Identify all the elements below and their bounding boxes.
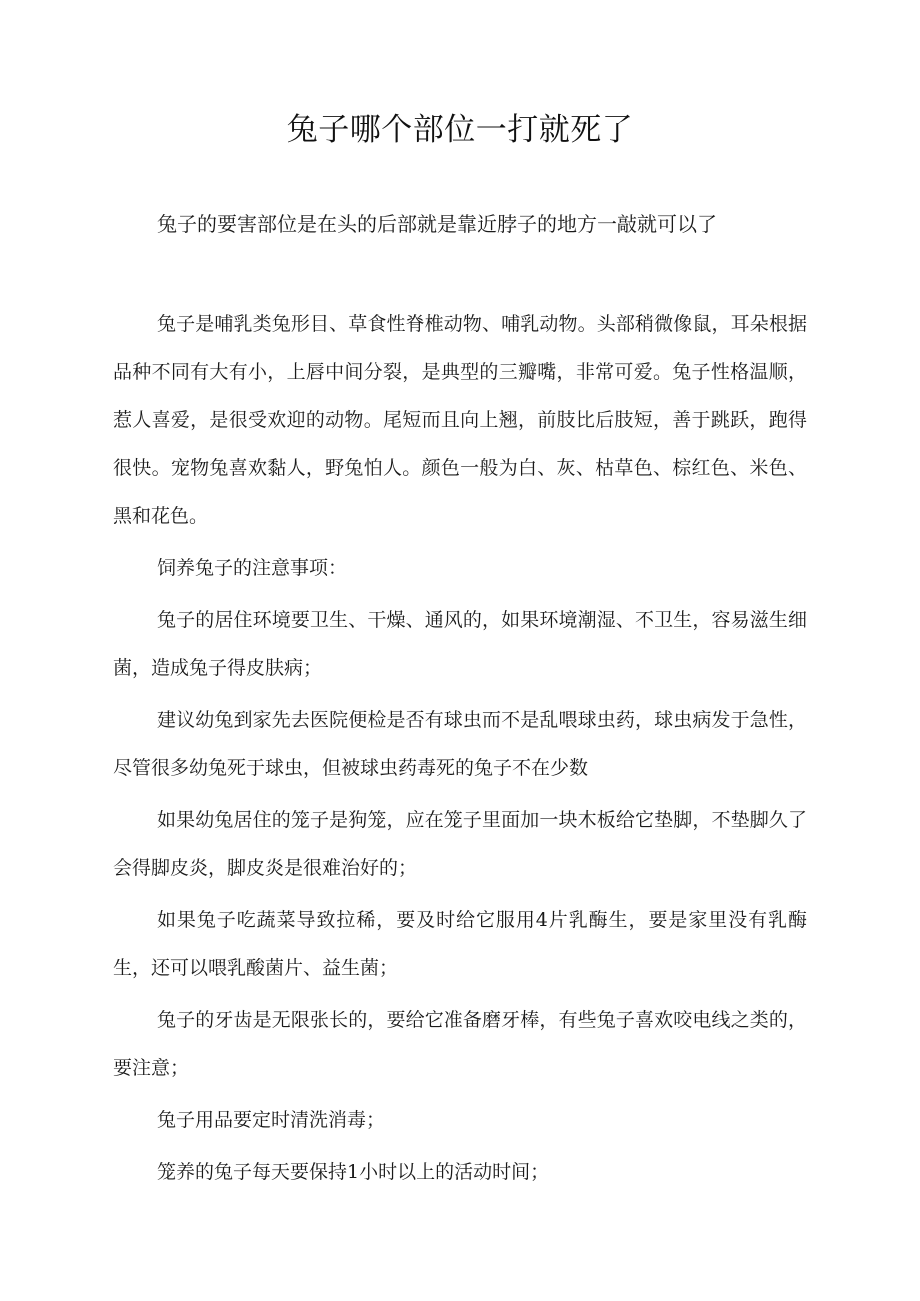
paragraph-rabbit-description: 兔子是哺乳类兔形目、草食性脊椎动物、哺乳动物。头部稍微像鼠，耳朵根据品种不同有大有小，上唇中间分裂，是典型的三瓣嘴，非常可爱。兔子性格温顺，惹人喜爱，是很受欢迎的动物。尾短而且向上翘，前肢比后肢短，善于跳跃，跑得很快。宠物兔喜欢黏人，野兔怕人。颜色一般为白、灰、枯草色、棕红色、米色、黑和花色。 — [113, 313, 807, 527]
document-title: 兔子哪个部位一打就死了 — [286, 112, 634, 148]
document-body — [113, 300, 807, 1200]
paragraph-living-environment: 兔子的居住环境要卫生、干燥、通风的，如果环境潮湿、不卫生，容易滋生细菌，造成兔子得皮肤病； — [113, 609, 807, 679]
paragraph-teeth: 兔子的牙齿是无限张长的，要给它准备磨牙棒，有些兔子喜欢咬电线之类的，要注意； — [113, 1009, 807, 1079]
document-subtitle: 兔子的要害部位是在头的后部就是靠近脖子的地方一敲就可以了 — [157, 212, 717, 236]
paragraph-cage-board: 如果幼兔居住的笼子是狗笼，应在笼子里面加一块木板给它垫脚，不垫脚久了会得脚皮炎，脚皮炎是很难治好的； — [113, 809, 807, 879]
paragraph-diarrhea: 如果兔子吃蔬菜导致拉稀，要及时给它服用4片乳酶生，要是家里没有乳酶生，还可以喂乳酸菌片、益生菌； — [113, 909, 807, 979]
paragraph-care-heading: 饲养兔子的注意事项： — [157, 557, 348, 579]
paragraph-activity-time: 笼养的兔子每天要保持1小时以上的活动时间； — [157, 1161, 550, 1183]
paragraph-disinfection: 兔子用品要定时清洗消毒； — [157, 1109, 386, 1131]
paragraph-coccidia-check: 建议幼兔到家先去医院便检是否有球虫而不是乱喂球虫药，球虫病发于急性，尽管很多幼兔死于球虫，但被球虫药毒死的兔子不在少数 — [113, 709, 807, 779]
